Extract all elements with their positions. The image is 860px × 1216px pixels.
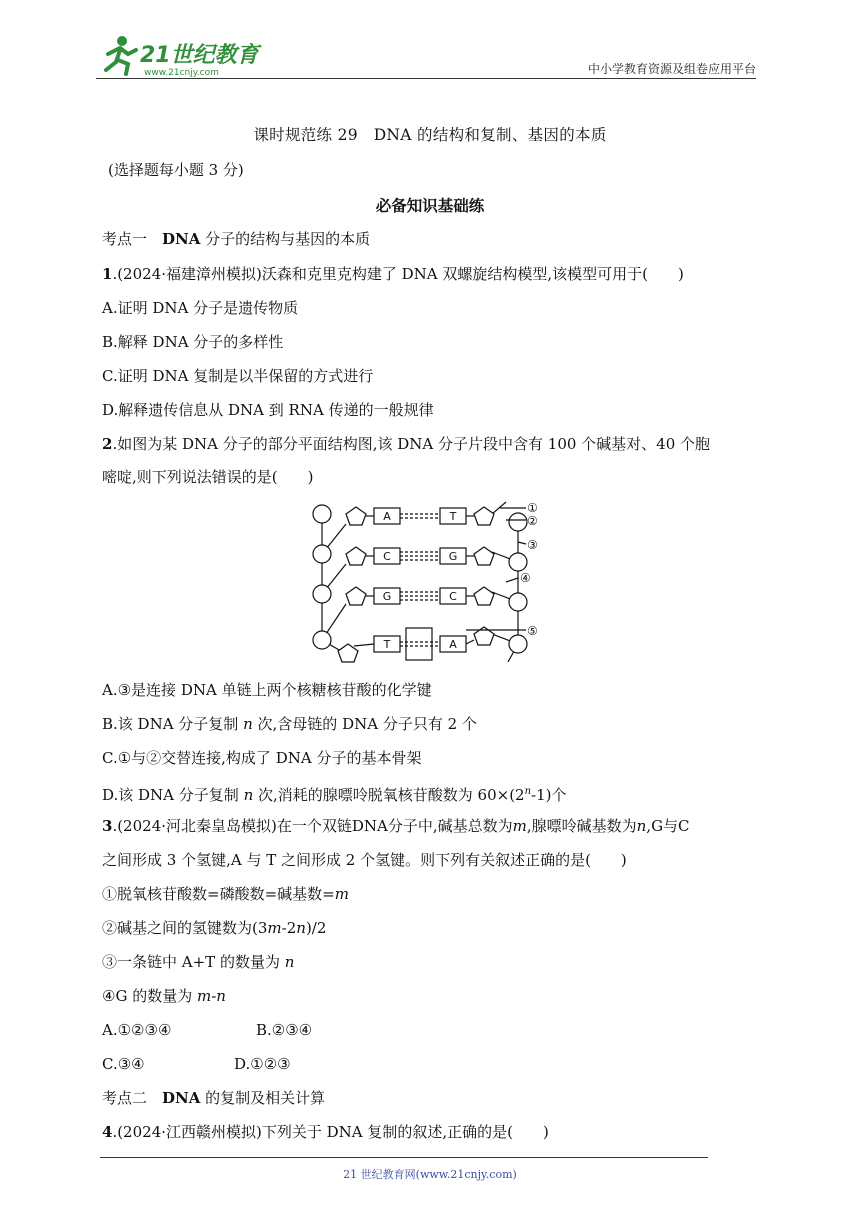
q1-option-c: C.证明 DNA 复制是以半保留的方式进行 <box>102 367 374 385</box>
question-2-stem-line1: 2.如图为某 DNA 分子的部分平面结构图,该 DNA 分子片段中含有 100 个碱基对、40 个胞 <box>102 435 711 453</box>
runner-icon <box>106 36 136 74</box>
q3-option-d: D.①②③ <box>234 1055 291 1073</box>
q3-statement-3: ③一条链中 A+T 的数量为 n <box>102 953 295 971</box>
q1-option-b: B.解释 DNA 分子的多样性 <box>102 333 284 351</box>
dna-structure-diagram <box>310 494 550 666</box>
logo-subtext: www.21cnjy.com <box>144 68 219 78</box>
q2-option-d: D.该 DNA 分子复制 n 次,消耗的腺嘌呤脱氧核苷酸数为 $60\times(2^n-1)$个 <box>102 786 567 804</box>
question-1-stem: 1.(2024·福建漳州模拟)沃森和克里克构建了 DNA 双螺旋结构模型,该模型可用于( ) <box>102 265 684 283</box>
site-logo <box>96 32 266 80</box>
question-2-stem-line2: 嘧啶,则下列说法错误的是( ) <box>102 468 314 486</box>
header-slogan: 中小学教育资源及组卷应用平台 <box>587 62 756 76</box>
base-label: A <box>383 510 391 523</box>
q2-option-c: C.①与②交替连接,构成了 DNA 分子的基本骨架 <box>102 749 422 767</box>
base-label: A <box>449 638 457 651</box>
diagram-label-2: ② <box>527 514 538 528</box>
base-label: G <box>448 550 458 563</box>
diagram-label-1: ① <box>527 501 538 515</box>
q3-option-b: B.②③④ <box>256 1021 313 1039</box>
q1-option-d: D.解释遗传信息从 DNA 到 RNA 传递的一般规律 <box>102 401 434 419</box>
q1-option-a: A.证明 DNA 分子是遗传物质 <box>102 299 299 317</box>
footer-divider <box>100 1157 708 1158</box>
diagram-label-4: ④ <box>520 571 531 585</box>
knowledge-point-1: 考点一 DNA 分子的结构与基因的本质 <box>102 230 371 248</box>
q3-statement-4: ④G 的数量为 m-n <box>102 987 226 1005</box>
q3-option-a: A.①②③④ <box>102 1021 172 1039</box>
base-label: C <box>383 550 391 563</box>
section-heading: 必备知识基础练 <box>375 196 485 215</box>
footer-link[interactable]: 21 世纪教育网(www.21cnjy.com) <box>343 1168 517 1181</box>
base-label: C <box>449 590 457 603</box>
base-label: T <box>383 638 391 651</box>
q3-option-c: C.③④ <box>102 1055 145 1073</box>
base-label: T <box>449 510 457 523</box>
q3-statement-1: ①脱氧核苷酸数=磷酸数=碱基数=m <box>102 885 349 903</box>
scoring-note: (选择题每小题 3 分) <box>108 161 244 179</box>
knowledge-point-2: 考点二 DNA 的复制及相关计算 <box>102 1089 326 1107</box>
diagram-label-5: ⑤ <box>527 624 538 638</box>
logo-text: 21世纪教育 <box>140 43 259 68</box>
q2-option-a: A.③是连接 DNA 单链上两个核糖核苷酸的化学键 <box>102 681 432 699</box>
diagram-label-3: ③ <box>527 538 538 552</box>
q2-option-b: B.该 DNA 分子复制 n 次,含母链的 DNA 分子只有 2 个 <box>102 715 477 733</box>
question-4-stem: 4.(2024·江西赣州模拟)下列关于 DNA 复制的叙述,正确的是( ) <box>102 1123 549 1141</box>
q3-statement-2: ②碱基之间的氢键数为(3m-2n)/2 <box>102 919 327 937</box>
question-3-stem-line1: 3.(2024·河北秦皇岛模拟)在一个双链DNA分子中,碱基总数为m,腺嘌呤碱基数为n,G与C <box>102 817 690 835</box>
question-3-stem-line2: 之间形成 3 个氢键,A 与 T 之间形成 2 个氢键。则下列有关叙述正确的是( ) <box>102 851 627 869</box>
header-divider <box>96 78 756 79</box>
page-title: 课时规范练 29 DNA 的结构和复制、基因的本质 <box>253 126 607 144</box>
base-label: G <box>382 590 392 603</box>
